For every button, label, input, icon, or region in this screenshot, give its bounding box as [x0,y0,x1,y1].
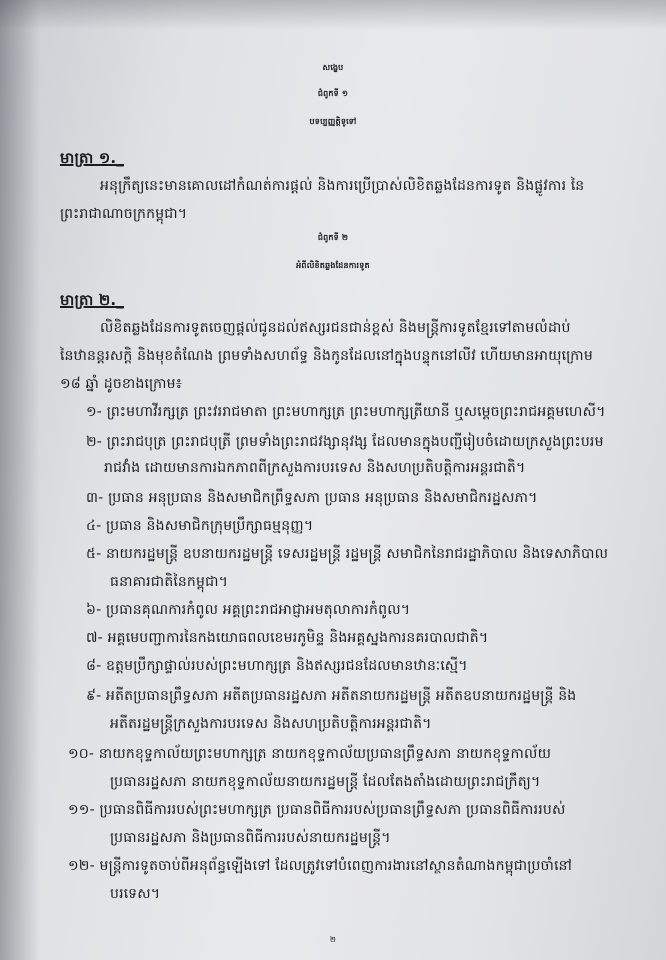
list-item: ៨- ឧត្តមប្រឹក្សាផ្ទាល់របស់ព្រះមហាក្សត្រ និងឥស្សរជនដែលមានឋានៈស្មើ។ [86,658,468,674]
article-1-text-line: ព្រះរាជាណាចក្រកម្ពុជា។ [60,206,188,222]
list-item: ១១- ប្រធានពិធីការរបស់ព្រះមហាក្សត្រ ប្រធានពិធីការរបស់ប្រធានព្រឹទ្ធសភា ប្រធានពិធីការរបស់ [68,802,566,818]
list-item: ៩- អតីតប្រធានព្រឹទ្ធសភា អតីតប្រធានរដ្ឋសភា អតីតនាយករដ្ឋមន្ត្រី អតីតឧបនាយករដ្ឋមន្ត្រី និង [86,688,577,704]
article-1-text-line: អនុក្រឹត្យនេះមានគោលដៅកំណត់ការផ្តល់ និងការប្រើប្រាស់លិខិតឆ្លងដែនការទូត និងផ្លូវការ នៃ [100,178,585,194]
list-item-continuation: ប្រធានរដ្ឋសភា និងប្រធានពិធីការរបស់នាយករដ្ឋមន្ត្រី។ [110,830,391,846]
chapter-2-heading: ជំពូកទី ២ [317,233,349,242]
article-2-intro-line: ១៨ ឆ្នាំ ដូចខាងក្រោម៖ [60,376,183,392]
list-item: ៤- ប្រធាន និងសមាជិកក្រុមប្រឹក្សាធម្មនុញ្ញ។ [86,518,314,534]
list-item: ៣- ប្រធាន អនុប្រធាន និងសមាជិកព្រឹទ្ធសភា ប្រធាន អនុប្រធាន និងសមាជិករដ្ឋសភា។ [86,490,538,506]
page-shadow-top [0,0,666,30]
summary-heading: សង្ខេប [322,63,344,72]
chapter-1-heading: ជំពូកទី ១ [317,89,349,98]
list-item: ៦- ប្រធានគុណការកំពូល អគ្គព្រះរាជអាជ្ញាអមតុលាការកំពូល។ [86,602,411,618]
article-2-intro-line: លិខិតឆ្លងដែនការទូតចេញផ្តល់ជូនដល់ឥស្សរជនជាន់ខ្ពស់ និងមន្ត្រីការទូតខ្មែរទៅតាមលំដាប់ [100,320,571,336]
page-number: ២ [329,935,337,944]
list-item: ១- ព្រះមហាវីរក្សត្រ ព្រះវររាជមាតា ព្រះមហាក្សត្រ ព្រះមហាក្សត្រីយានី ឬសម្តេចព្រះរាជអគ្គមហេសី។ [86,404,606,420]
article-1-heading: មាត្រា ១._ [60,149,125,167]
list-item: ២- ព្រះរាជបុត្រ ព្រះរាជបុត្រី ព្រមទាំងព្រះរាជវង្សានុវង្ស ដែលមានក្នុងបញ្ជីរៀបចំដោយក្រសួងព្រះបរម [86,434,604,450]
list-item-continuation: រាជវាំង ដោយមានការឯកភាពពីក្រសួងការបរទេស និងសហប្រតិបត្តិការអន្តរជាតិ។ [104,460,526,476]
article-2-intro-line: នៃឋានន្តរសក្តិ និងមុខតំណែង ព្រមទាំងសហព័ទ្ធ និងកូនដែលនៅក្នុងបន្ទុកនៅលីវ ហើយមានអាយុក្រោម [60,348,593,364]
page-shadow [0,0,40,960]
article-2-heading: មាត្រា ២._ [60,291,125,309]
chapter-2-title: អំពីលិខិតឆ្លងដែនការទូត [296,261,370,270]
list-item-continuation: អតីតរដ្ឋមន្ត្រីក្រសួងការបរទេស និងសហប្រតិបត្តិការអន្តរជាតិ។ [110,716,432,732]
list-item: ៧- អគ្គមេបញ្ជាការនៃកងយោធពលខេមរភូមិន្ទ និងអគ្គស្នងការនគរបាលជាតិ។ [86,630,489,646]
list-item-continuation: ប្រធានរដ្ឋសភា នាយកខុទ្ទកាល័យនាយករដ្ឋមន្ត្រី ដែលតែងតាំងដោយព្រះរាជក្រឹត្យ។ [110,774,541,790]
list-item: ៥- នាយករដ្ឋមន្ត្រី ឧបនាយករដ្ឋមន្ត្រី ទេសរដ្ឋមន្ត្រី រដ្ឋមន្ត្រី សមាជិកនៃរាជរដ្ឋាភិបាល និងទេសាភិបាល [86,546,609,562]
list-item-continuation: ធនាគារជាតិនៃកម្ពុជា។ [110,574,229,590]
list-item-continuation: បរទេស។ [110,886,161,902]
list-item: ១០- នាយកខុទ្ទកាល័យព្រះមហាក្សត្រ នាយកខុទ្ទកាល័យប្រធានព្រឹទ្ធសភា នាយកខុទ្ទកាល័យ [68,746,552,762]
list-item: ១២- មន្ត្រីការទូតចាប់ពីអនុព័ន្ធឡើងទៅ ដែលត្រូវទៅបំពេញការងារនៅស្ថានតំណាងកម្ពុជាប្រចាំនៅ [68,858,573,874]
chapter-1-title: បទប្បញ្ញត្តិទូទៅ [309,117,357,126]
